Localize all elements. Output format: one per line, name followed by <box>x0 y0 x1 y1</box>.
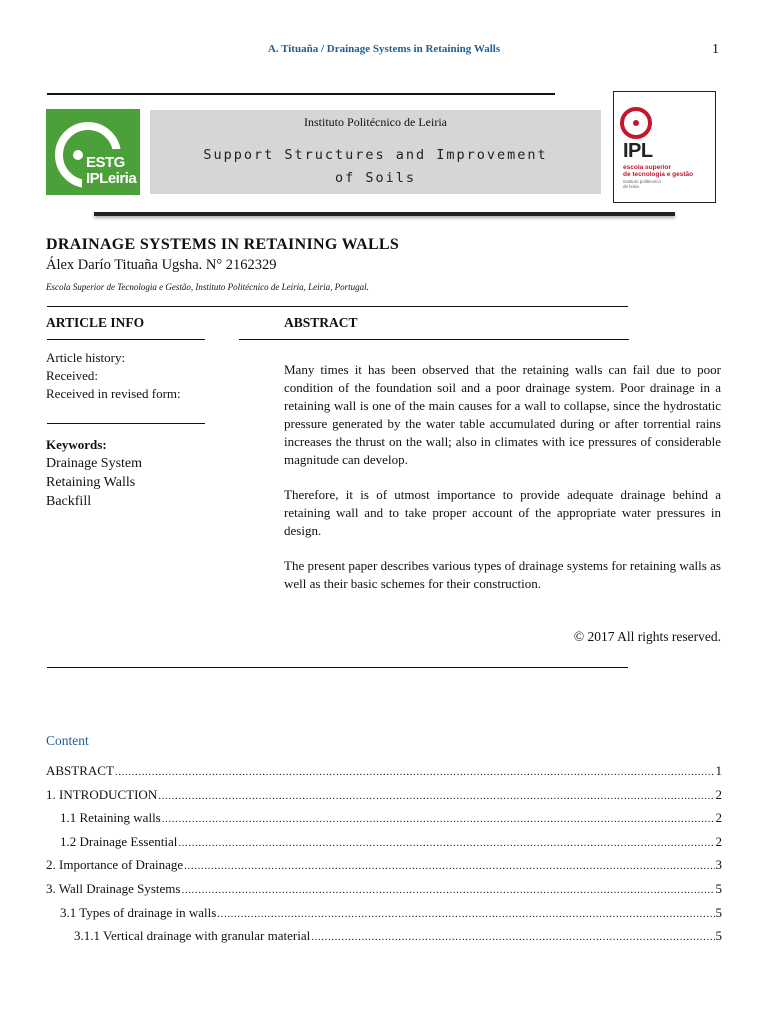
top-rule <box>47 93 555 95</box>
toc-dot-leader <box>184 860 714 872</box>
paper-title: DRAINAGE SYSTEMS IN RETAINING WALLS <box>46 236 400 253</box>
toc-entry[interactable] <box>46 787 722 811</box>
ipl-logo-small-text <box>623 179 661 189</box>
toc-dot-leader <box>162 813 715 825</box>
contents-heading: Content <box>46 733 89 748</box>
course-title-line2: of Soils <box>334 170 417 186</box>
toc-dot-leader <box>181 884 714 896</box>
keywords-block <box>46 437 142 511</box>
ipl-ring-icon <box>614 92 715 142</box>
ipl-subtitle-line2: de tecnologia e gestão <box>623 171 694 178</box>
toc-entry-page: 5 <box>715 928 722 944</box>
received-label: Received: <box>46 368 98 383</box>
toc-entry-page: 5 <box>715 904 722 920</box>
abstract-heading: ABSTRACT <box>284 315 358 330</box>
estg-logo-line1: ESTG <box>86 154 125 171</box>
ipl-small-line1: instituto politécnico <box>623 179 662 184</box>
estg-logo-line2: IPLeiria <box>86 170 137 187</box>
table-of-contents <box>46 763 722 952</box>
toc-dot-leader <box>158 790 714 802</box>
estg-logo <box>46 109 140 195</box>
toc-dot-leader <box>115 766 715 778</box>
article-info-rule <box>47 339 205 340</box>
keywords-rule <box>47 423 205 424</box>
keyword-item: Retaining Walls <box>46 475 136 490</box>
abstract-paragraph: Many times it has been observed that the retaining walls can fail due to poor condition of the foundation soil and a poor drainage system. Poor drainage in a retaining wall is one of the main causes for a wall to collapse, since the hydrostatic pressure generated by the water table accumulated during or after torrential rains increases the thrust on the wall; also in climates with ice pressures of considerable magnitude can develop. <box>284 362 721 467</box>
toc-entry-label: 1. INTRODUCTION <box>46 786 158 802</box>
ipl-small-line2: de leiria <box>623 184 639 189</box>
keywords-heading: Keywords: <box>46 437 107 452</box>
toc-entry[interactable] <box>46 905 722 929</box>
article-info-heading: ARTICLE INFO <box>46 315 145 330</box>
copyright-notice: © 2017 All rights reserved. <box>573 629 721 644</box>
course-title <box>150 144 601 190</box>
toc-entry[interactable] <box>46 763 722 787</box>
ipl-logo-word: IPL <box>623 140 653 162</box>
institution-name: Instituto Politécnico de Leiria <box>304 115 447 129</box>
keyword-item: Backfill <box>46 494 92 509</box>
toc-entry[interactable] <box>46 810 722 834</box>
toc-entry-label: 1.2 Drainage Essential <box>60 833 178 849</box>
running-title: A. Tituaña / Drainage Systems in Retaining Walls <box>267 43 501 55</box>
toc-entry-page: 2 <box>715 810 722 826</box>
revised-label: Received in revised form: <box>46 386 181 401</box>
article-history-label: Article history: <box>46 350 126 365</box>
abstract-bottom-rule <box>47 667 628 668</box>
toc-entry[interactable] <box>46 857 722 881</box>
course-title-line1: Support Structures and Improvement <box>203 147 548 163</box>
toc-entry-label: 2. Importance of Drainage <box>46 857 184 873</box>
toc-entry[interactable] <box>46 834 722 858</box>
toc-entry-page: 3 <box>715 857 722 873</box>
toc-entry-label: 3. Wall Drainage Systems <box>46 880 181 896</box>
toc-entry[interactable] <box>46 928 722 952</box>
title-rule <box>47 306 628 307</box>
abstract-paragraph: Therefore, it is of utmost importance to provide adequate drainage behind a retaining wall and to take proper account of the appropriate water pressures in design. <box>284 487 721 538</box>
toc-entry-page: 2 <box>715 833 722 849</box>
toc-dot-leader <box>178 837 714 849</box>
toc-entry-label: 3.1.1 Vertical drainage with granular material <box>74 928 311 944</box>
ipl-logo-subtitle <box>623 164 693 178</box>
banner-shadow-rule <box>94 212 675 216</box>
toc-entry-label: ABSTRACT <box>46 763 114 778</box>
affiliation: Escola Superior de Tecnologia e Gestão, Instituto Politécnico de Leiria, Leiria, Portugal. <box>46 282 369 292</box>
keyword-item: Drainage System <box>46 456 143 471</box>
toc-dot-leader <box>217 908 714 920</box>
article-history <box>46 349 181 403</box>
abstract-body <box>284 361 721 610</box>
abstract-paragraph: The present paper describes various types of drainage systems for retaining walls as well as their basic schemes for their construction. <box>284 558 721 591</box>
author-line: Álex Darío Tituaña Ugsha. N° 2162329 <box>46 257 277 273</box>
ipl-logo <box>613 91 716 203</box>
toc-dot-leader <box>311 931 714 943</box>
toc-entry-label: 1.1 Retaining walls <box>60 810 161 826</box>
course-banner <box>150 110 601 194</box>
abstract-rule <box>239 339 629 340</box>
toc-entry-page: 1 <box>715 763 722 778</box>
toc-entry-page: 5 <box>715 880 722 896</box>
ipl-subtitle-line1: escola superior <box>623 164 672 171</box>
page-number: 1 <box>712 42 719 57</box>
toc-entry-page: 2 <box>715 786 722 802</box>
toc-entry[interactable] <box>46 881 722 905</box>
toc-entry-label: 3.1 Types of drainage in walls <box>60 904 217 920</box>
